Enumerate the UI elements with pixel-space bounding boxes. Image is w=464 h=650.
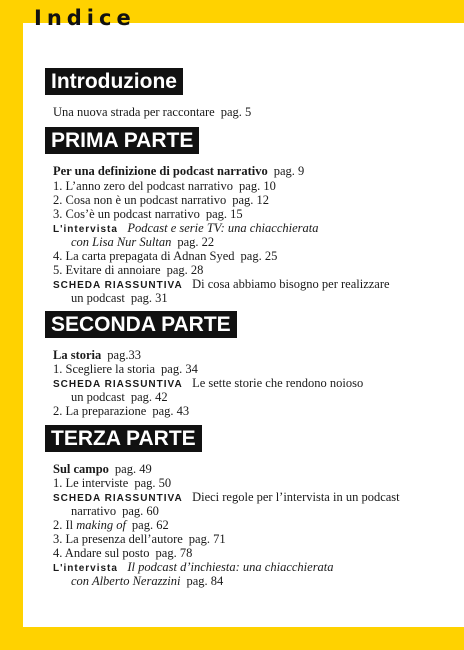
toc-entry[interactable]	[53, 518, 169, 533]
toc-scheda-continuation[interactable]	[71, 390, 168, 405]
entry-page: pag. 71	[188, 532, 226, 546]
entry-page: pag. 28	[166, 263, 204, 277]
toc-entry[interactable]	[53, 532, 226, 547]
toc-lead-entry[interactable]	[53, 462, 152, 477]
entry-title: La storia	[53, 348, 102, 362]
scheda-tag: SCHEDA RIASSUNTIVA	[53, 280, 183, 291]
entry-page: pag. 50	[134, 476, 172, 490]
entry-page: pag. 34	[161, 362, 198, 376]
entry-title-italic: making of	[76, 518, 126, 532]
entry-page: pag. 10	[239, 179, 276, 193]
entry-title: 2. Cosa non è un podcast narrativo	[53, 193, 227, 207]
scheda-tag: SCHEDA RIASSUNTIVA	[53, 379, 183, 390]
toc-entry[interactable]	[53, 546, 192, 561]
entry-page: pag. 31	[130, 291, 168, 305]
entry-page: pag. 5	[220, 105, 252, 119]
entry-title-cont: narrativo	[71, 504, 117, 518]
toc-entry[interactable]	[53, 105, 251, 120]
toc-entry[interactable]	[53, 207, 243, 222]
toc-entry[interactable]	[53, 362, 198, 377]
entry-page: pag. 60	[122, 504, 159, 518]
interview-tag: L'intervista	[53, 563, 118, 574]
entry-title: 1. L’anno zero del podcast narrativo	[53, 179, 234, 193]
toc-entry[interactable]	[53, 249, 277, 264]
entry-title: Per una definizione di podcast narrativo	[53, 164, 268, 178]
entry-title-cont: un podcast	[71, 291, 125, 305]
entry-page: pag. 43	[152, 404, 190, 418]
entry-title: 2. La preparazione	[53, 404, 147, 418]
toc-scheda-continuation[interactable]	[71, 291, 168, 306]
entry-page: pag. 9	[273, 164, 305, 178]
entry-title: Il podcast d’inchiesta: una chiacchierata	[127, 560, 334, 574]
toc-entry[interactable]	[53, 404, 189, 419]
entry-title: 5. Evitare di annoiare	[53, 263, 161, 277]
entry-page: pag. 62	[131, 518, 169, 532]
entry-page: pag. 49	[114, 462, 152, 476]
entry-title: 1. Le interviste	[53, 476, 129, 490]
entry-title-cont: con Lisa Nur Sultan	[71, 235, 172, 249]
entry-page: pag. 12	[232, 193, 270, 207]
entry-title: Sul campo	[53, 462, 109, 476]
toc-entry[interactable]	[53, 193, 269, 208]
entry-title: Una nuova strada per raccontare	[53, 105, 215, 119]
section-header-introduzione: Introduzione	[45, 68, 183, 95]
entry-page: pag. 22	[177, 235, 215, 249]
entry-title: 1. Scegliere la storia	[53, 362, 156, 376]
entry-title: 4. Andare sul posto	[53, 546, 150, 560]
entry-page: pag.33	[107, 348, 141, 362]
section-header-prima-parte: PRIMA PARTE	[45, 127, 199, 154]
toc-interview-continuation[interactable]	[71, 235, 214, 250]
page-title: Indice	[34, 6, 136, 30]
entry-title: 3. Cos’è un podcast narrativo	[53, 207, 200, 221]
entry-title: Dieci regole per l’intervista in un podcast	[192, 490, 400, 504]
entry-title: Le sette storie che rendono noioso	[192, 376, 364, 390]
entry-title-cont: un podcast	[71, 390, 125, 404]
entry-title-prefix: 2. Il	[53, 518, 74, 532]
entry-page: pag. 84	[186, 574, 224, 588]
entry-page: pag. 25	[240, 249, 278, 263]
interview-tag: L'intervista	[53, 224, 118, 235]
toc-entry[interactable]	[53, 179, 276, 194]
section-header-terza-parte: TERZA PARTE	[45, 425, 202, 452]
entry-title: 4. La carta prepagata di Adnan Syed	[53, 249, 235, 263]
scheda-tag: SCHEDA RIASSUNTIVA	[53, 493, 183, 504]
entry-title: 3. La presenza dell’autore	[53, 532, 183, 546]
entry-page: pag. 78	[155, 546, 193, 560]
entry-title-cont: con Alberto Nerazzini	[71, 574, 181, 588]
toc-entry[interactable]	[53, 263, 203, 278]
toc-lead-entry[interactable]	[53, 164, 304, 179]
entry-title: Podcast e serie TV: una chiacchierata	[127, 221, 319, 235]
toc-entry[interactable]	[53, 476, 171, 491]
entry-page: pag. 42	[130, 390, 168, 404]
entry-title: Di cosa abbiamo bisogno per realizzare	[192, 277, 390, 291]
section-header-seconda-parte: SECONDA PARTE	[45, 311, 237, 338]
toc-lead-entry[interactable]	[53, 348, 141, 363]
toc-interview-continuation[interactable]	[71, 574, 223, 589]
entry-page: pag. 15	[205, 207, 243, 221]
toc-scheda-continuation[interactable]	[71, 504, 159, 519]
